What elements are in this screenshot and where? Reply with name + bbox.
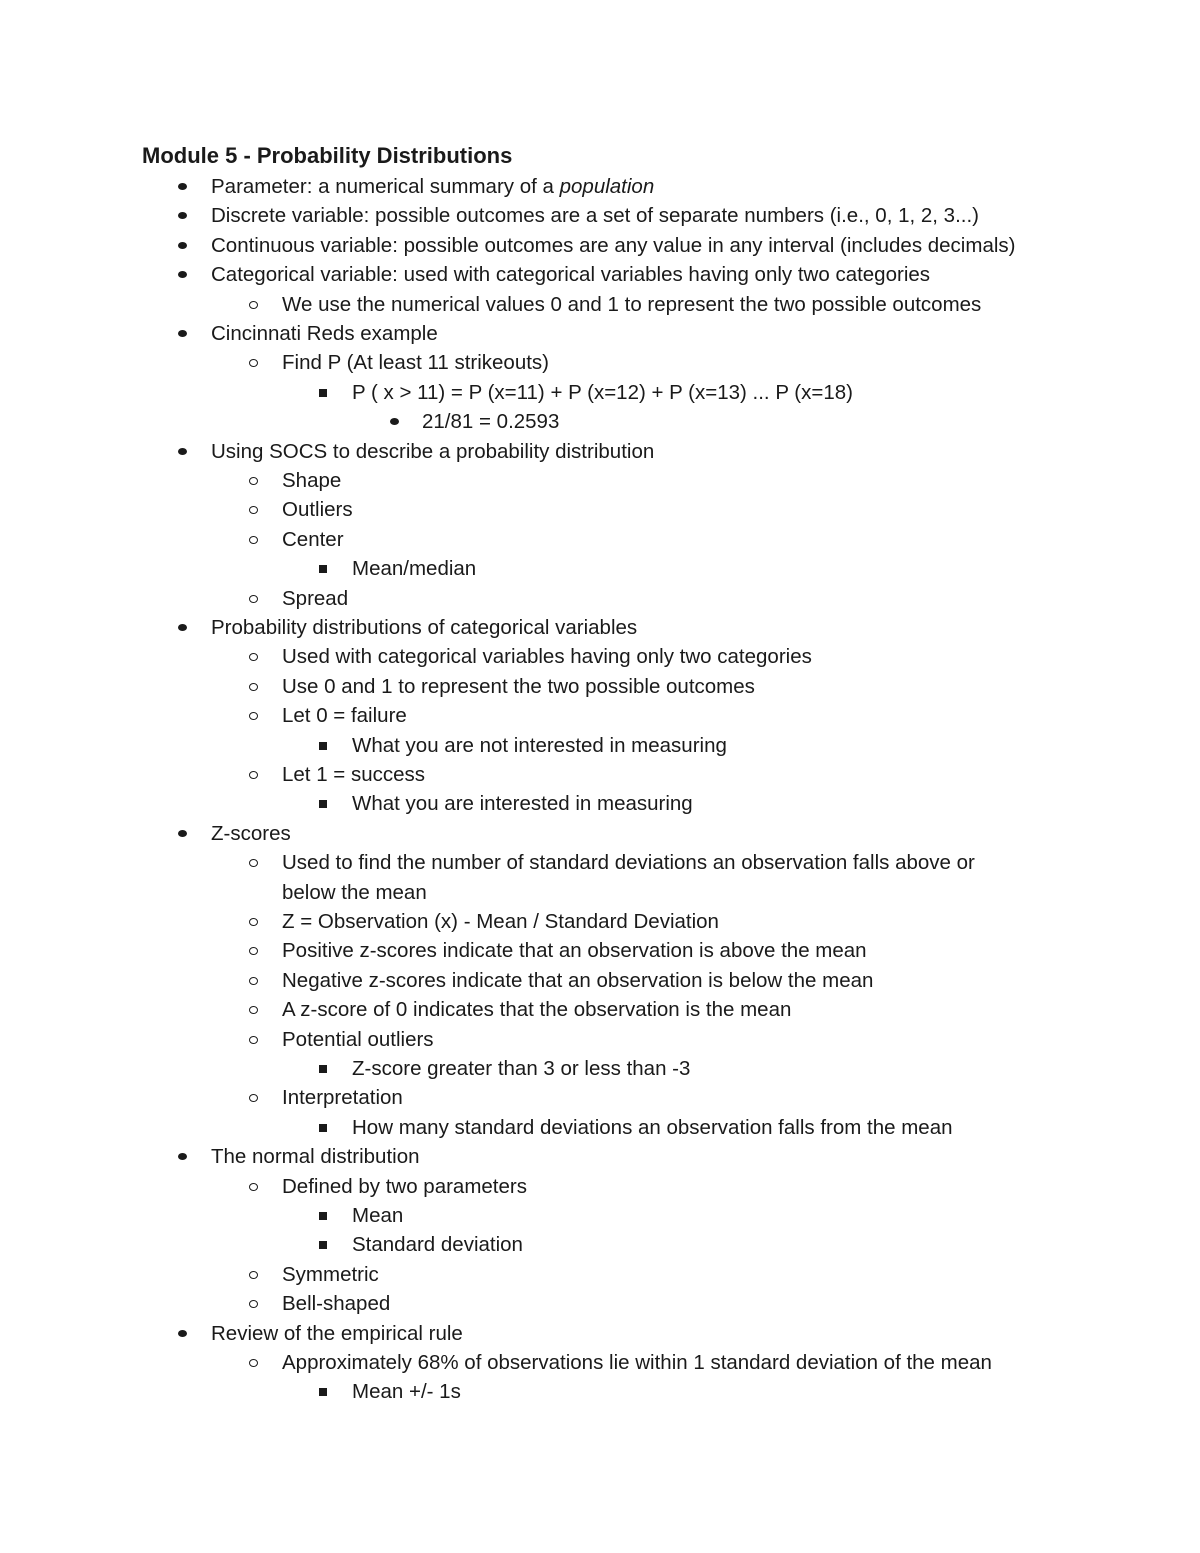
list-item-label: Outliers (282, 498, 353, 522)
list-item-label: Mean +/- 1s (352, 1380, 461, 1404)
circle-bullet-icon (249, 683, 258, 691)
list-item-text (211, 201, 979, 230)
circle-bullet-icon (249, 859, 258, 867)
list-item-label: A z-score of 0 indicates that the observation is the mean (282, 998, 792, 1022)
list-item-label: How many standard deviations an observation falls from the mean (352, 1115, 953, 1139)
list-item-label: Approximately 68% of observations lie within 1 standard deviation of the mean (282, 1351, 992, 1374)
circle-bullet-icon (249, 359, 258, 367)
list-item-text (352, 789, 693, 818)
list-item-text (282, 584, 348, 613)
disc-bullet-icon (178, 1153, 187, 1160)
circle-bullet-icon (249, 477, 258, 485)
list-item-text (211, 1142, 420, 1171)
circle-bullet-icon (249, 1359, 258, 1367)
italic-term: population (559, 175, 655, 198)
list-item-text (352, 1113, 953, 1142)
list-item-text (352, 1230, 523, 1259)
square-bullet-icon (319, 1388, 327, 1396)
list-item-label: P ( x > 11) = P (x=11) + P (x=12) + P (x=13) ... P (x=18) (352, 380, 853, 404)
list-item-text (282, 848, 975, 877)
circle-bullet-icon (249, 1300, 258, 1308)
disc-bullet-icon (178, 242, 187, 249)
list-item-label: Used with categorical variables having only two categories (282, 645, 812, 669)
list-item-label: Spread (282, 586, 349, 610)
circle-bullet-icon (249, 595, 258, 603)
list-item-text (211, 819, 291, 848)
list-item-text (211, 260, 930, 289)
list-item-text (211, 437, 654, 466)
list-item-label: Find P (At least 11 strikeouts) (282, 351, 549, 375)
list-item-label: Symmetric (282, 1262, 379, 1286)
list-item-text (282, 1348, 992, 1377)
list-item-text (282, 907, 719, 936)
list-item-text (282, 1025, 434, 1054)
list-item-text (352, 1201, 403, 1230)
list-item-label: Categorical variable: used with categorical variables having only two categories (211, 263, 931, 287)
list-item-text (352, 1054, 690, 1083)
disc-bullet-icon (178, 1330, 187, 1337)
list-item-text (352, 1377, 461, 1406)
list-item-label: Probability distributions of categorical variables (211, 616, 638, 639)
list-item-text (352, 378, 853, 407)
circle-bullet-icon (249, 506, 258, 514)
list-item-label: Review of the empirical rule (211, 1321, 463, 1345)
list-item-label: Interpretation (282, 1086, 403, 1110)
list-item-label: Discrete variable: possible outcomes are a set of separate numbers (i.e., 0, 1, 2, 3...) (211, 204, 979, 228)
list-item-label: Center (282, 527, 344, 551)
list-item-label: Cincinnati Reds example (211, 322, 438, 345)
list-item-label: Let 1 = success (282, 763, 426, 786)
circle-bullet-icon (249, 977, 258, 985)
disc-bullet-icon (178, 183, 187, 190)
list-item-label: Used to find the number of standard deviations an observation falls above or (282, 851, 975, 875)
list-item-label: Z-scores (211, 821, 291, 845)
list-item-text (282, 642, 812, 671)
list-item-text (282, 1289, 390, 1318)
list-item-label: Parameter: a numerical summary of a (211, 175, 560, 198)
list-item-text (211, 172, 654, 201)
list-item-label: We use the numerical values 0 and 1 to represent the two possible outcomes (282, 292, 982, 316)
list-item-text (282, 495, 353, 524)
list-item-text (282, 936, 867, 965)
square-bullet-icon (319, 389, 327, 397)
circle-bullet-icon (249, 653, 258, 661)
page-title: Module 5 - Probability Distributions (142, 143, 513, 168)
list-item-label: Potential outliers (282, 1027, 434, 1051)
list-item-label: Standard deviation (352, 1233, 523, 1257)
disc-bullet-icon (390, 418, 399, 425)
list-item-text (352, 731, 727, 760)
disc-bullet-icon (178, 448, 187, 455)
list-item-text (282, 466, 341, 495)
list-item-text (282, 760, 425, 789)
list-item-text (282, 995, 791, 1024)
list-item-text (282, 348, 549, 377)
list-item-text (282, 525, 344, 554)
square-bullet-icon (319, 1212, 327, 1220)
list-item-label: Mean (352, 1204, 404, 1227)
disc-bullet-icon (178, 212, 187, 219)
disc-bullet-icon (178, 830, 187, 837)
circle-bullet-icon (249, 1271, 258, 1279)
list-item-text (282, 672, 755, 701)
list-item-label: Z-score greater than 3 or less than -3 (352, 1057, 691, 1080)
list-item-label: below the mean (282, 880, 427, 904)
list-item-label: Let 0 = failure (282, 704, 407, 728)
list-item-text (211, 319, 438, 348)
square-bullet-icon (319, 742, 327, 750)
square-bullet-icon (319, 1065, 327, 1073)
list-item-text (211, 613, 637, 642)
list-item-text (282, 701, 407, 730)
circle-bullet-icon (249, 771, 258, 779)
circle-bullet-icon (249, 947, 258, 955)
disc-bullet-icon (178, 330, 187, 337)
list-item-label: Mean/median (352, 557, 477, 581)
square-bullet-icon (319, 1124, 327, 1132)
circle-bullet-icon (249, 1036, 258, 1044)
list-item-text (352, 554, 476, 583)
list-item-label: Shape (282, 469, 342, 492)
circle-bullet-icon (249, 1006, 258, 1014)
list-item-label: Positive z-scores indicate that an observation is above the mean (282, 939, 867, 963)
list-item-text (282, 1260, 379, 1289)
disc-bullet-icon (178, 271, 187, 278)
circle-bullet-icon (249, 301, 258, 309)
list-item-label: Bell-shaped (282, 1292, 391, 1316)
list-item-text (282, 1172, 527, 1201)
list-item-label: Z = Observation (x) - Mean / Standard Deviation (282, 910, 719, 933)
list-item-label: What you are interested in measuring (352, 792, 693, 816)
circle-bullet-icon (249, 536, 258, 544)
square-bullet-icon (319, 565, 327, 573)
list-item-label: Using SOCS to describe a probability distribution (211, 439, 655, 463)
list-item-label: Negative z-scores indicate that an observation is below the mean (282, 968, 874, 992)
circle-bullet-icon (249, 1094, 258, 1102)
list-item-text (211, 1319, 463, 1348)
list-item-label: What you are not interested in measuring (352, 733, 727, 757)
circle-bullet-icon (249, 918, 258, 926)
list-item-text (282, 878, 427, 907)
square-bullet-icon (319, 800, 327, 808)
circle-bullet-icon (249, 712, 258, 720)
list-item-label: Continuous variable: possible outcomes are any value in any interval (includes decimals) (211, 233, 1016, 257)
list-item-text (282, 290, 981, 319)
list-item-text (282, 1083, 403, 1112)
square-bullet-icon (319, 1241, 327, 1249)
list-item-label: Use 0 and 1 to represent the two possible outcomes (282, 674, 755, 698)
list-item-label: Defined by two parameters (282, 1174, 527, 1198)
list-item-text (211, 231, 1015, 260)
list-item-text (422, 407, 559, 436)
disc-bullet-icon (178, 624, 187, 631)
list-item-label: 21/81 = 0.2593 (422, 410, 560, 434)
list-item-text (282, 966, 873, 995)
list-item-label: The normal distribution (211, 1145, 420, 1169)
circle-bullet-icon (249, 1183, 258, 1191)
